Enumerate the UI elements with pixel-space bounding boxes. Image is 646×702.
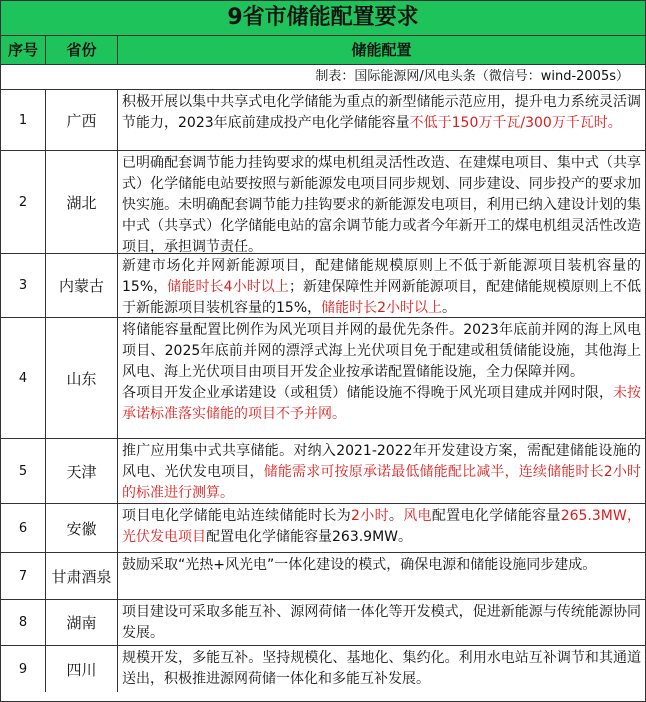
- table-row: [1, 254, 645, 318]
- highlight-text: 未按承诺标准落实储能的项目不予并网。: [122, 385, 642, 422]
- body-text: 。: [388, 508, 404, 524]
- table-row: [1, 553, 645, 600]
- body-text: 积极开展以集中共享式电化学储能为重点的新型储能示范应用，提升电力系统灵活调节能力，2023年底前建成投产电化学储能容量: [122, 94, 641, 131]
- row-index: 4: [1, 318, 46, 438]
- row-province: 广西: [46, 90, 118, 150]
- body-text: 已明确配套调节能力挂钩要求的煤电机组灵活性改造、在建煤电项目、集中式（共享式）化学储能电站要按照与新能源发电项目同步规划、同步建设、同步投产的要求加快实施。未明确配套调节能力挂钩要求的新能源发电项目，利用已纳入建设计划的集中式（共享式）化学储能电站的富余调节能力或者今年新开工的煤电机组灵活性改造项目，承担调节责任。: [122, 155, 641, 255]
- row-index: 8: [1, 600, 46, 645]
- row-province: 内蒙古: [46, 254, 118, 317]
- table-row: [1, 646, 645, 692]
- row-index: 6: [1, 504, 46, 552]
- row-content: [118, 151, 645, 253]
- highlight-text: 不低于150万千瓦/300万千瓦时。: [409, 115, 622, 131]
- table-row: [1, 504, 645, 553]
- header-index: 序号: [1, 36, 46, 64]
- body-text: 配置电化学储能容量263.9MW。: [206, 529, 413, 545]
- table-header-row: [1, 36, 645, 65]
- row-index: 7: [1, 553, 46, 599]
- body-text: 。: [442, 300, 457, 316]
- body-text: 新建市场化并网新能源项目，配建储能规模原则上不低于新能源项目装机容量的15%，: [122, 258, 641, 295]
- header-config: 储能配置: [351, 41, 412, 59]
- body-text: 鼓励采取“光热+风光电”一体化建设的模式，确保电源和储能设施同步建成。: [122, 557, 597, 573]
- row-index: 1: [1, 90, 46, 150]
- body-text: 项目建设可采取多能互补、源网荷储一体化等开发模式，促进新能源与传统能源协同发展。: [122, 604, 641, 641]
- row-content: [118, 318, 645, 438]
- source-note: 制表：国际能源网/风电头条（微信号：wind-2005s）: [1, 65, 645, 90]
- body-text: 配置电化学储能容量: [431, 508, 561, 524]
- row-index: 9: [1, 646, 46, 692]
- body-text: 规模开发，多能互补。坚持规模化、基地化、集约化。利用水电站互补调节和其通道送出，积极推进源网荷储一体化和多能互补发展。: [122, 650, 641, 687]
- row-province: 山东: [46, 318, 118, 438]
- body-text: 将储能容量配置比例作为风光项目并网的最优先条件。2023年底前并网的海上风电项目、2025年底前并网的漂浮式海上光伏项目免于配建或租赁储能设施，其他海上风电、海上光伏项目由项目开发企业按承诺配置储能设施，全力保障并网。: [122, 322, 641, 380]
- row-content: [118, 553, 645, 599]
- table-row: [1, 600, 645, 646]
- row-index: 3: [1, 254, 46, 317]
- table-row: [1, 318, 645, 439]
- table-row: [1, 90, 645, 151]
- row-province: 甘肃酒泉: [46, 553, 118, 599]
- row-province: 天津: [46, 439, 118, 503]
- highlight-text: 储能时长4小时以上: [167, 279, 289, 295]
- highlight-text: 2小时: [351, 508, 389, 524]
- body-text: ；新建保障性并网新能源项目，配建储能规模原则上不低于新能源项目装机容量的15%，: [122, 279, 641, 316]
- table-title: 9省市储能配置要求: [1, 1, 645, 36]
- row-content: [118, 254, 645, 317]
- row-content: [118, 90, 645, 150]
- row-content: [118, 504, 645, 552]
- table-row: [1, 439, 645, 504]
- row-content: [118, 439, 645, 503]
- row-index: 2: [1, 151, 46, 253]
- highlight-text: 风电: [403, 508, 432, 524]
- row-province: 湖北: [46, 151, 118, 253]
- row-index: 5: [1, 439, 46, 503]
- table-body: [1, 90, 645, 692]
- highlight-text: 储能需求可按原承诺最低储能配比减半，连续储能时长2小时的标准进行测算。: [122, 464, 642, 501]
- row-province: 四川: [46, 646, 118, 692]
- body-text: 项目电化学储能电站连续储能时长为: [122, 508, 352, 524]
- table-row: [1, 151, 645, 254]
- header-province: 省份: [46, 36, 118, 64]
- row-content: [118, 600, 645, 645]
- body-text: 推广应用集中式共享储能。对纳入2021-2022年开发建设方案，需配建储能设施的风电、光伏发电项目，: [122, 443, 641, 480]
- highlight-text: 265.3MW，光伏发电项目: [122, 508, 642, 545]
- row-content: [118, 646, 645, 692]
- highlight-text: 储能时长2小时以上: [321, 300, 443, 316]
- row-province: 安徽: [46, 504, 118, 552]
- row-province: 湖南: [46, 600, 118, 645]
- body-text: 各项目开发企业承诺建设（或租赁）储能设施不得晚于风光项目建成并网时限，: [122, 385, 613, 401]
